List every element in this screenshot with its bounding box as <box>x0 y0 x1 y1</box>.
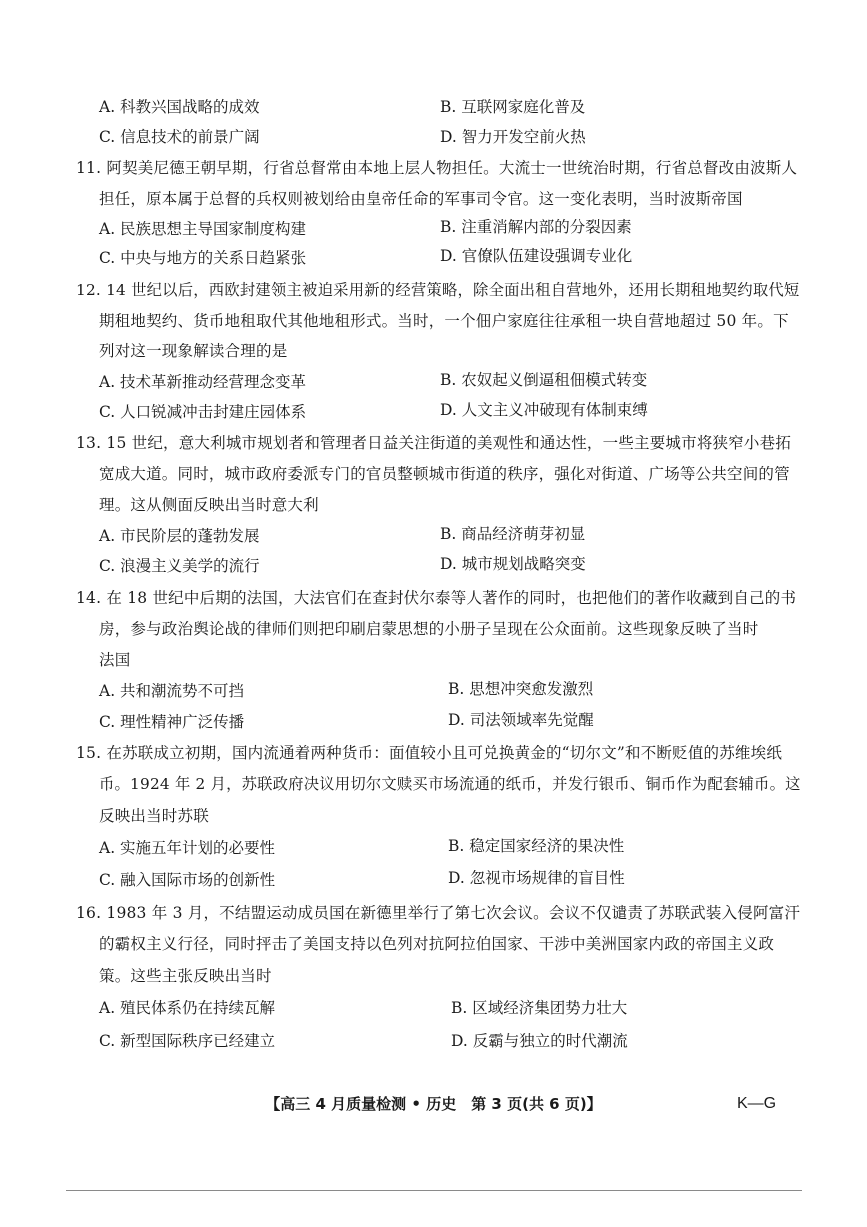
q15-option-a: A. 实施五年计划的必要性 <box>99 839 276 857</box>
q16-option-d: D. 反霸与独立的时代潮流 <box>451 1032 628 1050</box>
q15-option-c: C. 融入国际市场的创新性 <box>99 871 276 889</box>
q14-stem-line-3: 法国 <box>99 651 131 669</box>
q13-stem-line-3: 理。这从侧面反映出当时意大利 <box>99 496 319 514</box>
q13-option-c: C. 浪漫主义美学的流行 <box>99 557 260 575</box>
q12-option-a: A. 技术革新推动经营理念变革 <box>99 373 307 391</box>
q13-option-d: D. 城市规划战略突变 <box>440 555 586 573</box>
q15-stem-line-3: 反映出当时苏联 <box>99 807 209 825</box>
q14-option-a: A. 共和潮流势不可挡 <box>99 682 245 700</box>
q12-option-b: B. 农奴起义倒逼租佃模式转变 <box>440 371 648 389</box>
q13-stem-line-2: 宽成大道。同时，城市政府委派专门的官员整顿城市街道的秩序，强化对街道、广场等公共空间的管 <box>99 465 790 483</box>
q11-stem-line-1: 11. 阿契美尼德王朝早期，行省总督常由本地上层人物担任。大流士一世统治时期，行省总督改由波斯人 <box>76 159 798 177</box>
q15-stem-line-2: 币。1924 年 2 月，苏联政府决议用切尔文赎买市场流通的纸币，并发行银币、铜币作为配套辅币。这 <box>99 775 801 793</box>
q10-option-d: D. 智力开发空前火热 <box>440 128 586 146</box>
q12-option-c: C. 人口锐减冲击封建庄园体系 <box>99 403 307 421</box>
q16-stem-line-2: 的霸权主义行径，同时抨击了美国支持以色列对抗阿拉伯国家、干涉中美洲国家内政的帝国主义政 <box>99 935 775 953</box>
q12-stem-line-3: 列对这一现象解读合理的是 <box>99 342 288 360</box>
q16-stem-line-3: 策。这些主张反映出当时 <box>99 967 272 985</box>
q12-option-d: D. 人文主义冲破现有体制束缚 <box>440 401 648 419</box>
q10-option-c: C. 信息技术的前景广阔 <box>99 128 260 146</box>
paper-code: K—G <box>737 1095 777 1112</box>
q12-stem-line-1: 12. 14 世纪以后，西欧封建领主被迫采用新的经营策略，除全面出租自营地外，还用长期租地契约取代短 <box>76 281 800 299</box>
q15-option-b: B. 稳定国家经济的果决性 <box>448 837 625 855</box>
q14-option-b: B. 思想冲突愈发激烈 <box>448 680 594 698</box>
q14-stem-line-2: 房，参与政治舆论战的律师们则把印刷启蒙思想的小册子呈现在公众面前。这些现象反映了当时 <box>99 620 759 638</box>
q11-option-c: C. 中央与地方的关系日趋紧张 <box>99 249 307 267</box>
q16-option-c: C. 新型国际秩序已经建立 <box>99 1032 276 1050</box>
page-footer-title: 【高三 4 月质量检测 • 历史 第 3 页(共 6 页)】 <box>265 1095 602 1113</box>
q16-stem-line-1: 16. 1983 年 3 月，不结盟运动成员国在新德里举行了第七次会议。会议不仅谴责了苏联武装入侵阿富汗 <box>76 904 801 922</box>
q11-option-a: A. 民族思想主导国家制度构建 <box>99 220 307 238</box>
q10-option-b: B. 互联网家庭化普及 <box>440 98 586 116</box>
q15-option-d: D. 忽视市场规律的盲目性 <box>448 869 625 887</box>
q16-option-b: B. 区域经济集团势力壮大 <box>451 999 628 1017</box>
q15-stem-line-1: 15. 在苏联成立初期，国内流通着两种货币：面值较小且可兑换黄金的“切尔文”和不断贬值的苏维埃纸 <box>76 744 783 762</box>
q13-option-a: A. 市民阶层的蓬勃发展 <box>99 527 260 545</box>
q11-option-d: D. 官僚队伍建设强调专业化 <box>440 247 633 265</box>
q14-stem-line-1: 14. 在 18 世纪中后期的法国，大法官们在查封伏尔泰等人著作的同时，也把他们的著作收藏到自己的书 <box>76 589 797 607</box>
q13-stem-line-1: 13. 15 世纪，意大利城市规划者和管理者日益关注街道的美观性和通达性，一些主要城市将狭窄小巷拓 <box>76 434 792 452</box>
q11-stem-line-2: 担任，原本属于总督的兵权则被划给由皇帝任命的军事司令官。这一变化表明，当时波斯帝国 <box>99 190 743 208</box>
q13-option-b: B. 商品经济萌芽初显 <box>440 525 586 543</box>
q16-option-a: A. 殖民体系仍在持续瓦解 <box>99 999 276 1017</box>
q11-option-b: B. 注重消解内部的分裂因素 <box>440 218 632 236</box>
q12-stem-line-2: 期租地契约、货币地租取代其他地租形式。当时，一个佃户家庭往往承租一块自营地超过 50 年。下 <box>99 312 789 330</box>
q14-option-d: D. 司法领域率先觉醒 <box>448 711 594 729</box>
bottom-divider <box>66 1190 802 1191</box>
q10-option-a: A. 科教兴国战略的成效 <box>99 98 260 116</box>
q14-option-c: C. 理性精神广泛传播 <box>99 713 245 731</box>
